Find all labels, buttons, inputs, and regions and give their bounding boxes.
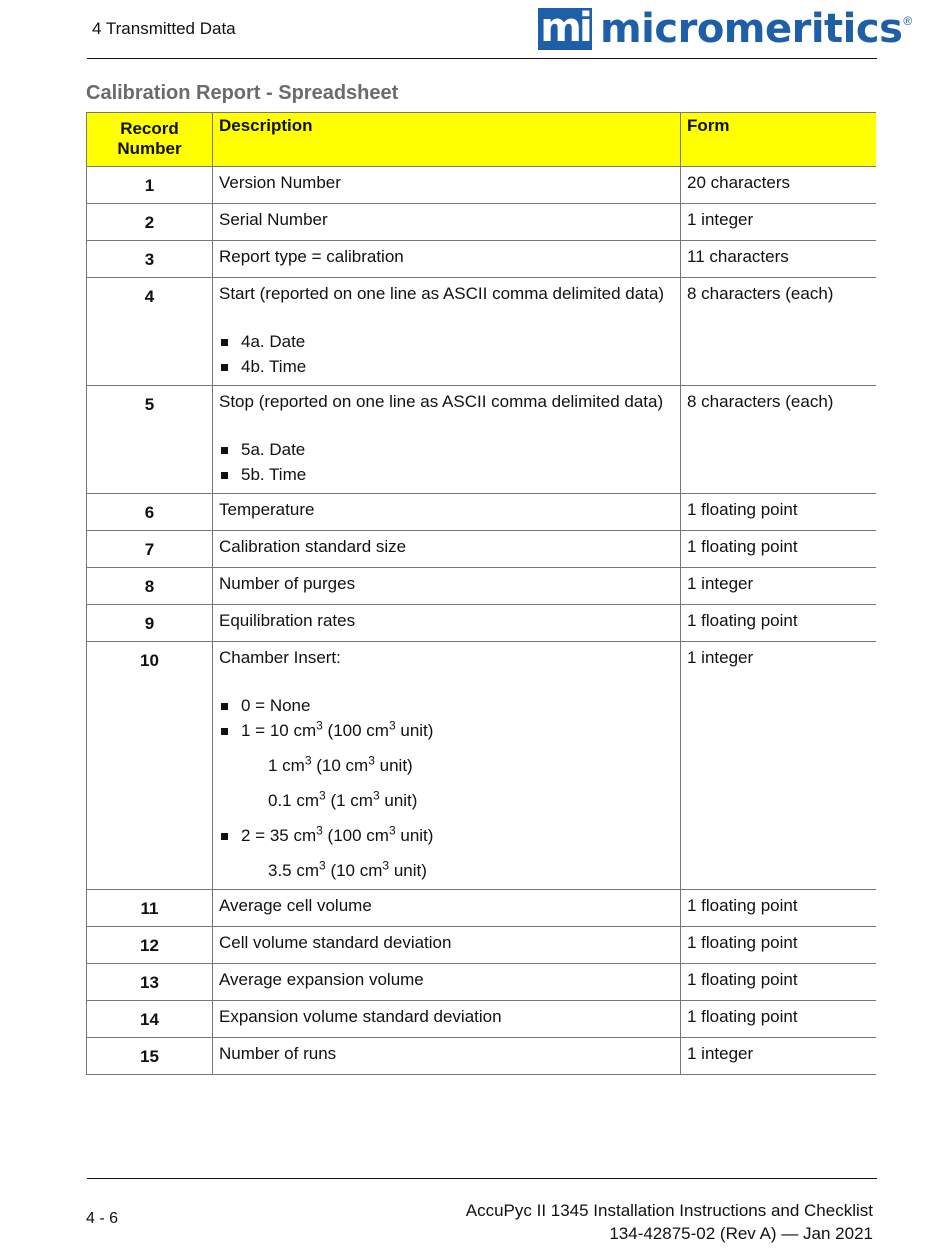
record-description: Number of purges xyxy=(213,568,681,605)
record-number: 12 xyxy=(87,927,213,964)
record-form: 1 integer xyxy=(681,568,877,605)
table-row xyxy=(87,1001,877,1038)
bullet-list xyxy=(219,329,674,379)
table-row xyxy=(87,531,877,568)
table-row xyxy=(87,1038,877,1075)
sub-line: 0.1 $cm^3$ (1 $cm^3$ unit) xyxy=(268,788,418,810)
bullet-item: 5b. Time xyxy=(219,462,674,487)
table-row xyxy=(87,278,877,386)
record-number: 3 xyxy=(87,241,213,278)
table-row xyxy=(87,167,877,204)
record-number: 15 xyxy=(87,1038,213,1075)
record-description: Version Number xyxy=(213,167,681,204)
logo-mark-icon: mi xyxy=(538,8,592,50)
record-form: 1 floating point xyxy=(681,1001,877,1038)
record-description xyxy=(213,642,681,890)
record-description: Temperature xyxy=(213,494,681,531)
record-form: 1 floating point xyxy=(681,964,877,1001)
record-number: 5 xyxy=(87,386,213,494)
record-form: 1 floating point xyxy=(681,605,877,642)
record-number: 2 xyxy=(87,204,213,241)
record-description: Calibration standard size xyxy=(213,531,681,568)
description-text: Start (reported on one line as ASCII comma delimited data) xyxy=(219,284,665,303)
record-number: 10 xyxy=(87,642,213,890)
record-form: 1 integer xyxy=(681,1038,877,1075)
table-row xyxy=(87,927,877,964)
table-row xyxy=(87,494,877,531)
table-row xyxy=(87,568,877,605)
bullet-item: 4b. Time xyxy=(219,354,674,379)
record-form: 20 characters xyxy=(681,167,877,204)
record-form: 8 characters (each) xyxy=(681,386,877,494)
table-row xyxy=(87,964,877,1001)
bullet-list xyxy=(219,823,674,848)
record-description xyxy=(213,386,681,494)
page-number: 4 - 6 xyxy=(86,1210,119,1227)
footer-doc-title: AccuPyc II 1345 Installation Instructions and Checklist xyxy=(465,1201,873,1220)
bullet-item: 2 = 35 $cm^3$ (100 $cm^3$ unit) xyxy=(219,823,674,848)
calibration-table-wrap xyxy=(86,112,876,1098)
record-form: 1 floating point xyxy=(681,531,877,568)
footer-rule xyxy=(87,1178,877,1179)
description-text: Chamber Insert: xyxy=(219,648,341,667)
sub-line: 1 $cm^3$ (10 $cm^3$ unit) xyxy=(268,753,413,775)
bullet-item: 5a. Date xyxy=(219,437,674,462)
table-row xyxy=(87,204,877,241)
bullet-list xyxy=(219,437,674,487)
record-number: 7 xyxy=(87,531,213,568)
record-form: 1 floating point xyxy=(681,494,877,531)
table-row xyxy=(87,241,877,278)
record-description: Report type = calibration xyxy=(213,241,681,278)
record-description xyxy=(213,278,681,386)
table-row xyxy=(87,386,877,494)
calibration-report-table xyxy=(86,112,876,1075)
header-rule xyxy=(87,58,877,59)
record-description: Expansion volume standard deviation xyxy=(213,1001,681,1038)
table-row xyxy=(87,890,877,927)
record-form: 1 floating point xyxy=(681,927,877,964)
record-form: 8 characters (each) xyxy=(681,278,877,386)
record-number: 8 xyxy=(87,568,213,605)
table-row xyxy=(87,605,877,642)
record-form: 11 characters xyxy=(681,241,877,278)
record-number: 14 xyxy=(87,1001,213,1038)
description-text: Stop (reported on one line as ASCII comma delimited data) xyxy=(219,392,664,411)
record-form: 1 floating point xyxy=(681,890,877,927)
record-description: Cell volume standard deviation xyxy=(213,927,681,964)
bullet-item: 1 = 10 $cm^3$ (100 $cm^3$ unit) xyxy=(219,718,674,743)
description-header: Description xyxy=(213,113,681,167)
record-form: 1 integer xyxy=(681,642,877,890)
record-description: Equilibration rates xyxy=(213,605,681,642)
micromeritics-logo xyxy=(538,5,913,52)
record-number: 9 xyxy=(87,605,213,642)
bullet-item: 0 = None xyxy=(219,693,674,718)
record-description: Average expansion volume xyxy=(213,964,681,1001)
form-header: Form xyxy=(681,113,877,167)
footer-doc-id: 134-42875-02 (Rev A) — Jan 2021 xyxy=(609,1224,873,1243)
record-description: Number of runs xyxy=(213,1038,681,1075)
record-number: 6 xyxy=(87,494,213,531)
record-number: 11 xyxy=(87,890,213,927)
table-row xyxy=(87,642,877,890)
logo-wordmark: micromeritics xyxy=(600,6,903,52)
record-description: Average cell volume xyxy=(213,890,681,927)
record-form: 1 integer xyxy=(681,204,877,241)
record-number: 13 xyxy=(87,964,213,1001)
record-description: Serial Number xyxy=(213,204,681,241)
record-number: 1 xyxy=(87,167,213,204)
bullet-item: 4a. Date xyxy=(219,329,674,354)
record-number: 4 xyxy=(87,278,213,386)
bullet-list xyxy=(219,693,674,743)
section-title: Calibration Report - Spreadsheet xyxy=(86,82,399,104)
footer-doc-info xyxy=(466,1199,873,1245)
registered-mark: ® xyxy=(903,14,913,28)
sub-line: 3.5 $cm^3$ (10 $cm^3$ unit) xyxy=(268,858,427,880)
running-header: 4 Transmitted Data xyxy=(92,19,236,38)
table-header-row xyxy=(87,113,877,167)
record-number-header: Record Number xyxy=(87,113,213,167)
